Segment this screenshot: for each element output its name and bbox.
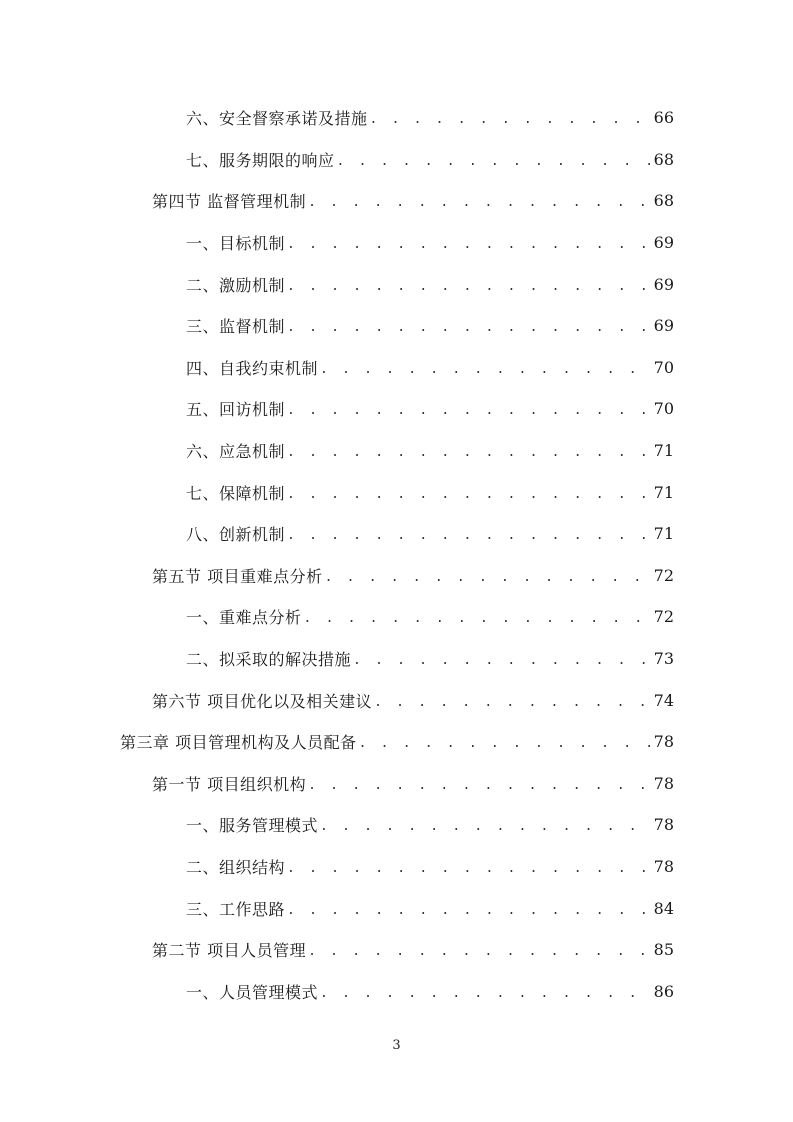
toc-dot-leader [320, 986, 650, 1001]
toc-entry[interactable] [0, 846, 793, 888]
toc-entry[interactable] [0, 970, 793, 1012]
toc-entry[interactable] [0, 180, 793, 222]
toc-dot-leader [304, 611, 650, 626]
toc-entry[interactable] [0, 679, 793, 721]
toc-dot-leader [325, 570, 650, 585]
toc-entry-page: 69 [653, 274, 674, 294]
toc-entry-title: 一、人员管理模式 [186, 982, 319, 1002]
toc-dot-leader [320, 362, 650, 377]
toc-entry-title: 第四节 监督管理机制 [152, 192, 307, 212]
toc-entry-title: 三、监督机制 [186, 317, 286, 337]
toc-entry-title: 三、工作思路 [186, 899, 286, 919]
toc-entry-page: 69 [653, 233, 674, 253]
toc-dot-leader [320, 819, 650, 834]
toc-entry[interactable] [0, 347, 793, 389]
toc-entry-title: 二、组织结构 [186, 857, 286, 877]
table-of-contents [0, 97, 793, 1012]
toc-entry[interactable] [0, 763, 793, 805]
toc-entry-page: 68 [653, 191, 674, 211]
toc-dot-leader [287, 279, 650, 294]
toc-entry-page: 85 [653, 940, 674, 960]
toc-entry-page: 78 [653, 773, 674, 793]
toc-entry-page: 74 [653, 690, 674, 710]
toc-dot-leader [287, 528, 650, 543]
toc-entry[interactable] [0, 929, 793, 971]
toc-entry-title: 一、目标机制 [186, 234, 286, 254]
toc-entry-title: 第一节 项目组织机构 [152, 774, 307, 794]
toc-entry-page: 71 [653, 441, 674, 461]
toc-dot-leader [287, 320, 650, 335]
toc-dot-leader [308, 778, 650, 793]
toc-dot-leader [287, 237, 650, 252]
toc-entry-title: 六、安全督察承诺及措施 [186, 109, 368, 129]
toc-dot-leader [374, 695, 650, 710]
toc-entry-page: 73 [653, 649, 674, 669]
toc-entry-title: 四、自我约束机制 [186, 358, 319, 378]
toc-dot-leader [359, 736, 650, 751]
toc-entry-page: 71 [653, 524, 674, 544]
toc-entry-page: 84 [653, 898, 674, 918]
toc-entry[interactable] [0, 139, 793, 181]
toc-entry[interactable] [0, 555, 793, 597]
toc-dot-leader [353, 653, 650, 668]
toc-entry-page: 72 [653, 565, 674, 585]
toc-entry-page: 78 [653, 856, 674, 876]
toc-entry-page: 72 [653, 607, 674, 627]
toc-dot-leader [287, 403, 650, 418]
toc-entry[interactable] [0, 388, 793, 430]
toc-entry[interactable] [0, 222, 793, 264]
toc-entry[interactable] [0, 804, 793, 846]
toc-entry[interactable] [0, 471, 793, 513]
toc-entry-title: 第二节 项目人员管理 [152, 941, 307, 961]
toc-entry-title: 二、拟采取的解决措施 [186, 650, 352, 670]
toc-entry-page: 78 [653, 815, 674, 835]
toc-entry-title: 第三章 项目管理机构及人员配备 [120, 733, 357, 753]
toc-dot-leader [287, 903, 650, 918]
toc-entry-title: 五、回访机制 [186, 400, 286, 420]
toc-entry-page: 71 [653, 482, 674, 502]
toc-entry-page: 86 [653, 981, 674, 1001]
toc-dot-leader [287, 445, 650, 460]
toc-entry[interactable] [0, 887, 793, 929]
toc-entry-title: 一、服务管理模式 [186, 816, 319, 836]
toc-entry-title: 七、保障机制 [186, 483, 286, 503]
toc-dot-leader [337, 154, 650, 169]
toc-entry-page: 70 [653, 399, 674, 419]
toc-entry-page: 69 [653, 316, 674, 336]
toc-dot-leader [308, 944, 650, 959]
toc-entry-title: 八、创新机制 [186, 525, 286, 545]
toc-dot-leader [287, 487, 650, 502]
toc-entry-title: 一、重难点分析 [186, 608, 302, 628]
toc-entry[interactable] [0, 263, 793, 305]
toc-entry-page: 78 [653, 732, 674, 752]
toc-entry-title: 六、应急机制 [186, 442, 286, 462]
toc-entry-title: 二、激励机制 [186, 275, 286, 295]
toc-dot-leader [308, 195, 650, 210]
toc-entry[interactable] [0, 305, 793, 347]
toc-entry-page: 70 [653, 357, 674, 377]
toc-entry-page: 68 [653, 149, 674, 169]
toc-dot-leader [287, 861, 650, 876]
toc-entry[interactable] [0, 430, 793, 472]
toc-entry[interactable] [0, 721, 793, 763]
toc-entry-title: 第六节 项目优化以及相关建议 [152, 691, 373, 711]
toc-entry[interactable] [0, 638, 793, 680]
toc-entry[interactable] [0, 513, 793, 555]
page-number: 3 [392, 1038, 401, 1053]
toc-entry[interactable] [0, 596, 793, 638]
toc-dot-leader [370, 112, 650, 127]
toc-entry[interactable] [0, 97, 793, 139]
toc-entry-title: 七、服务期限的响应 [186, 150, 335, 170]
toc-entry-page: 66 [653, 108, 674, 128]
toc-entry-title: 第五节 项目重难点分析 [152, 566, 323, 586]
